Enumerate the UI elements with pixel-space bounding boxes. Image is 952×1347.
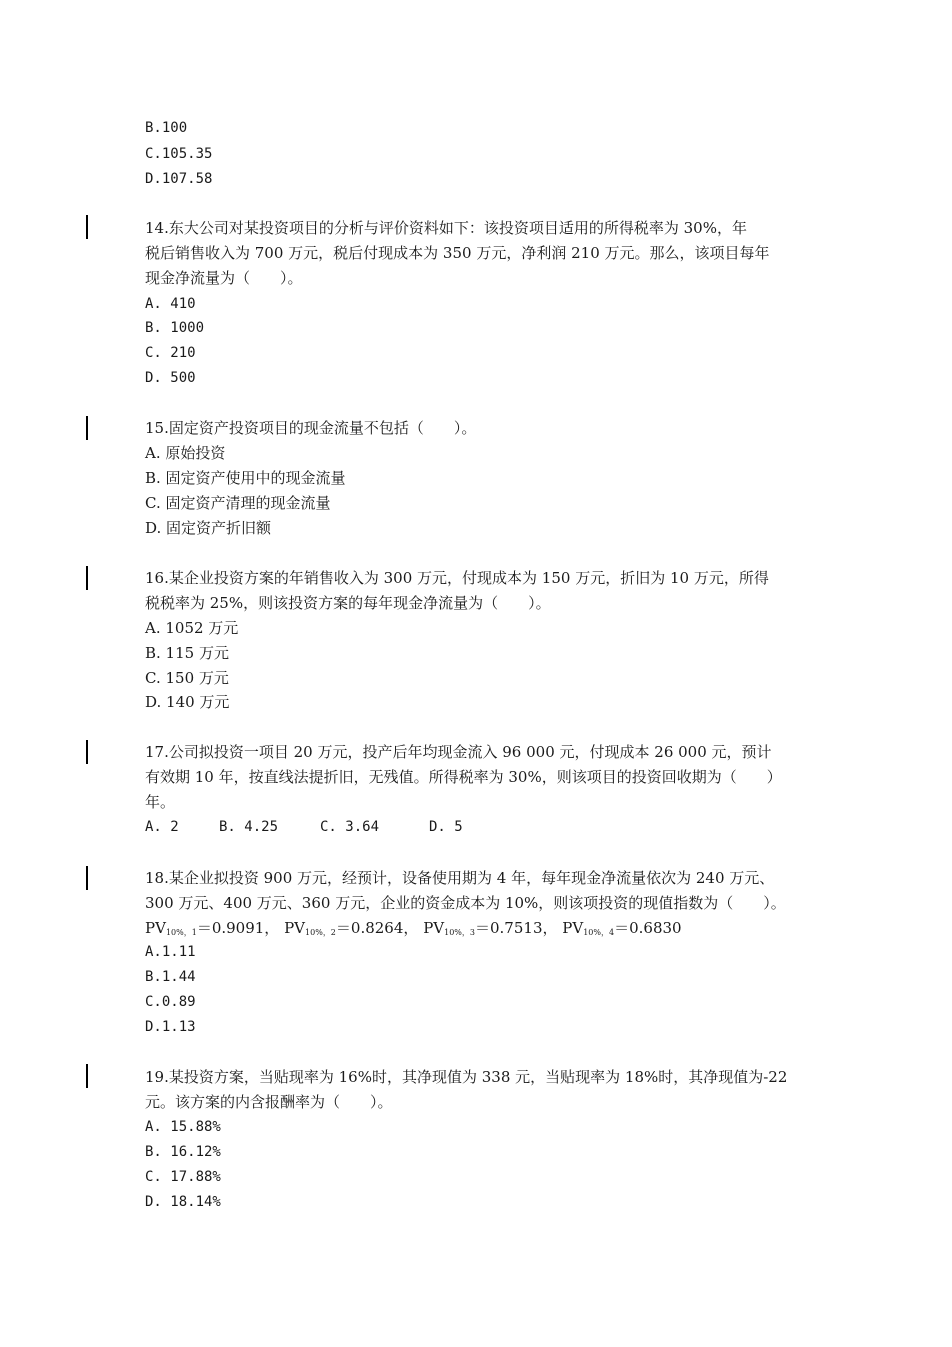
option-c: C.0.89 <box>145 994 196 1010</box>
option-c: C. 固定资产清理的现金流量 <box>145 494 331 512</box>
option-d: D. 5 <box>429 819 463 835</box>
option-d: D. 140 万元 <box>145 693 230 711</box>
question-14-line-1: 14.东大公司对某投资项目的分析与评价资料如下：该投资项目适用的所得税率为 30%，年 <box>145 219 747 237</box>
question-18-line-1: 18.某企业拟投资 900 万元，经预计，设备使用期为 4 年，每年现金净流量依次为 240 万元、 <box>145 869 775 887</box>
pv-factor: $PV_{10\%,3}=0.7513$， <box>423 919 558 937</box>
change-bar <box>86 740 88 764</box>
option-d: D. 固定资产折旧额 <box>145 519 272 537</box>
option-a: A. 2 <box>145 819 179 835</box>
change-bar <box>86 866 88 890</box>
question-15-line-1: 15.固定资产投资项目的现金流量不包括（ ）。 <box>145 419 477 437</box>
pv-factor: $PV_{10\%,2}=0.8264$， <box>284 919 419 937</box>
option-b: B. 1000 <box>145 320 205 336</box>
option-b: B. 固定资产使用中的现金流量 <box>145 469 346 487</box>
option-a: A.1.11 <box>145 944 196 960</box>
change-bar <box>86 566 88 590</box>
option-c: C.105.35 <box>145 146 213 162</box>
option-b: B. 16.12% <box>145 1144 221 1160</box>
question-17-line-3: 年。 <box>145 793 176 811</box>
option-c: C. 17.88% <box>145 1169 221 1185</box>
pv-factors <box>145 918 682 938</box>
option-a: A. 410 <box>145 296 196 312</box>
option-d: D.1.13 <box>145 1019 196 1035</box>
option-a: A. 1052 万元 <box>145 619 239 637</box>
option-b: B.100 <box>145 120 188 136</box>
question-19-line-2: 元。该方案的内含报酬率为（ ）。 <box>145 1093 393 1111</box>
question-19-line-1: 19.某投资方案，当贴现率为 16%时，其净现值为 338 元，当贴现率为 18%时，其净现值为-22 <box>145 1068 788 1086</box>
question-17-line-1: 17.公司拟投资一项目 20 万元，投产后年均现金流入 96 000 元，付现成本 26 000 元，预计 <box>145 743 772 761</box>
option-c: C. 150 万元 <box>145 669 229 687</box>
option-c: C. 210 <box>145 345 196 361</box>
change-bar <box>86 416 88 440</box>
question-16-line-2: 税税率为 25%，则该投资方案的每年现金净流量为（ ）。 <box>145 594 551 612</box>
option-d: D.107.58 <box>145 171 213 187</box>
question-17-line-2: 有效期 10 年，按直线法提折旧，无残值。所得税率为 30%，则该项目的投资回收期为（ ） <box>145 768 782 786</box>
option-b: B. 4.25 <box>219 819 279 835</box>
question-17-options <box>145 817 463 837</box>
option-d: D. 18.14% <box>145 1194 221 1210</box>
option-b: B. 115 万元 <box>145 644 229 662</box>
option-b: B.1.44 <box>145 969 196 985</box>
change-bar <box>86 1064 88 1088</box>
option-a: A. 原始投资 <box>145 444 226 462</box>
question-14-line-3: 现金净流量为（ ）。 <box>145 269 303 287</box>
question-16-line-1: 16.某企业投资方案的年销售收入为 300 万元，付现成本为 150 万元，折旧为 10 万元，所得 <box>145 569 769 587</box>
option-d: D. 500 <box>145 370 196 386</box>
pv-factor: $PV_{10\%,4}=0.6830$ <box>562 919 682 937</box>
option-a: A. 15.88% <box>145 1119 221 1135</box>
question-14-line-2: 税后销售收入为 700 万元，税后付现成本为 350 万元，净利润 210 万元。那么，该项目每年 <box>145 244 770 262</box>
question-18-line-2: 300 万元、400 万元、360 万元，企业的资金成本为 10%，则该项投资的现值指数为（ ）。 <box>145 894 786 912</box>
pv-factor: $PV_{10\%,1}=0.9091$， <box>145 919 280 937</box>
option-c: C. 3.64 <box>320 819 380 835</box>
change-bar <box>86 215 88 239</box>
